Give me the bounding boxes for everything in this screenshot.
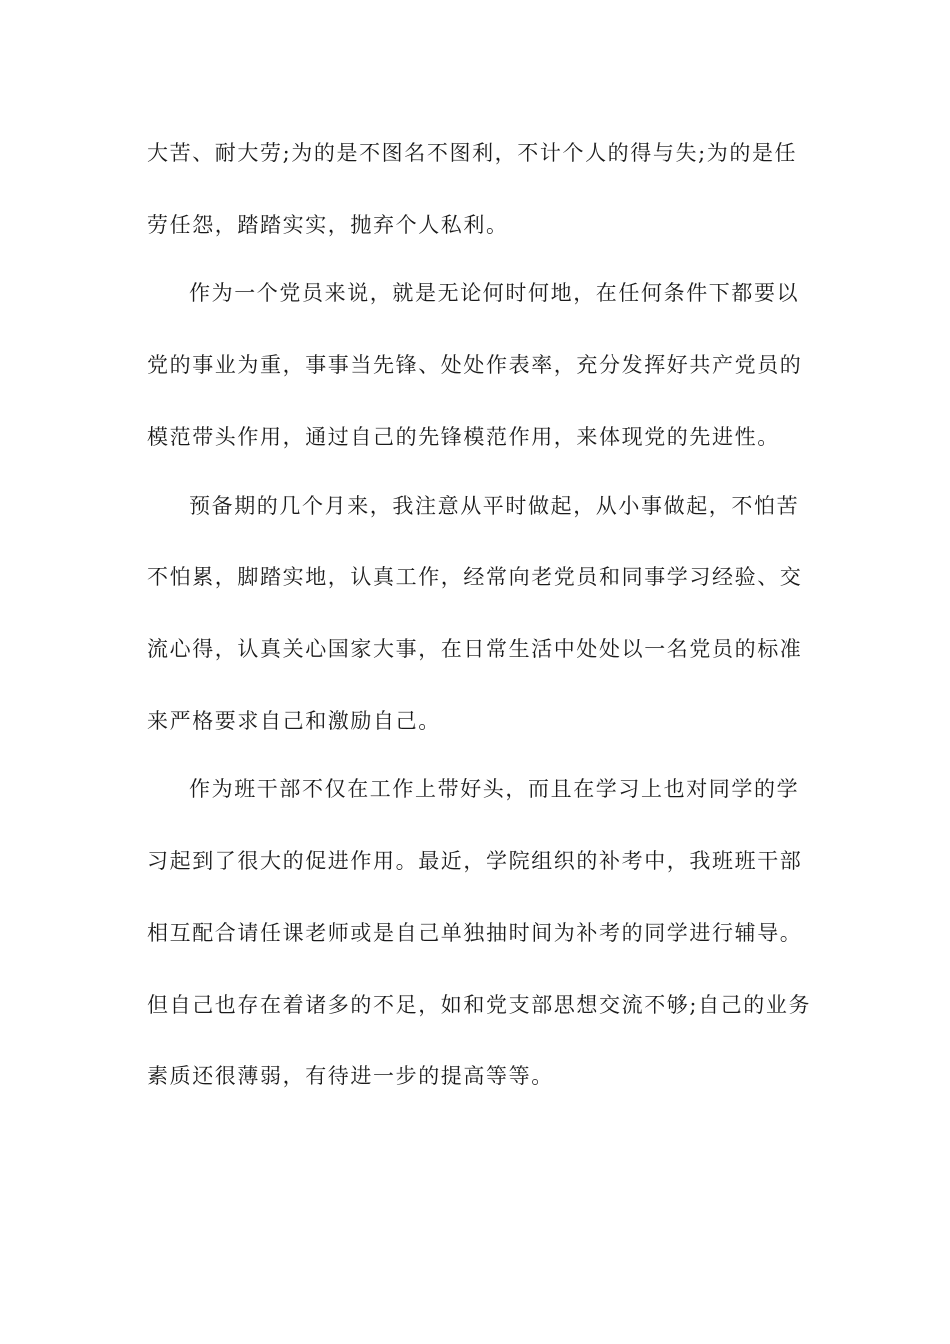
paragraph-first-line: 作为一个党员来说，就是无论何时何地，在任何条件下都要以 [189, 281, 800, 305]
text-line: 但自己也存在着诸多的不足，如和党支部思想交流不够;自己的业务 [147, 993, 812, 1017]
text-line: 模范带头作用，通过自己的先锋模范作用，来体现党的先进性。 [147, 425, 780, 449]
text-line: 习起到了很大的促进作用。最近，学院组织的补考中，我班班干部 [147, 849, 803, 873]
text-line: 大苦、耐大劳;为的是不图名不图利，不计个人的得与失;为的是任 [147, 141, 798, 165]
text-line: 党的事业为重，事事当先锋、处处作表率，充分发挥好共产党员的 [147, 353, 803, 377]
paragraph-first-line: 作为班干部不仅在工作上带好头，而且在学习上也对同学的学 [189, 777, 800, 801]
text-line: 劳任怨，踏踏实实，抛弃个人私利。 [147, 213, 509, 237]
text-line: 素质还很薄弱，有待进一步的提高等等。 [147, 1064, 554, 1088]
text-line: 不怕累，脚踏实地，认真工作，经常向老党员和同事学习经验、交 [147, 565, 803, 589]
text-line: 流心得，认真关心国家大事，在日常生活中处处以一名党员的标准 [147, 637, 803, 661]
paragraph-first-line: 预备期的几个月来，我注意从平时做起，从小事做起，不怕苦 [189, 494, 800, 518]
text-line: 来严格要求自己和激励自己。 [147, 709, 441, 733]
text-line: 相互配合请任课老师或是自己单独抽时间为补考的同学进行辅导。 [147, 921, 803, 945]
